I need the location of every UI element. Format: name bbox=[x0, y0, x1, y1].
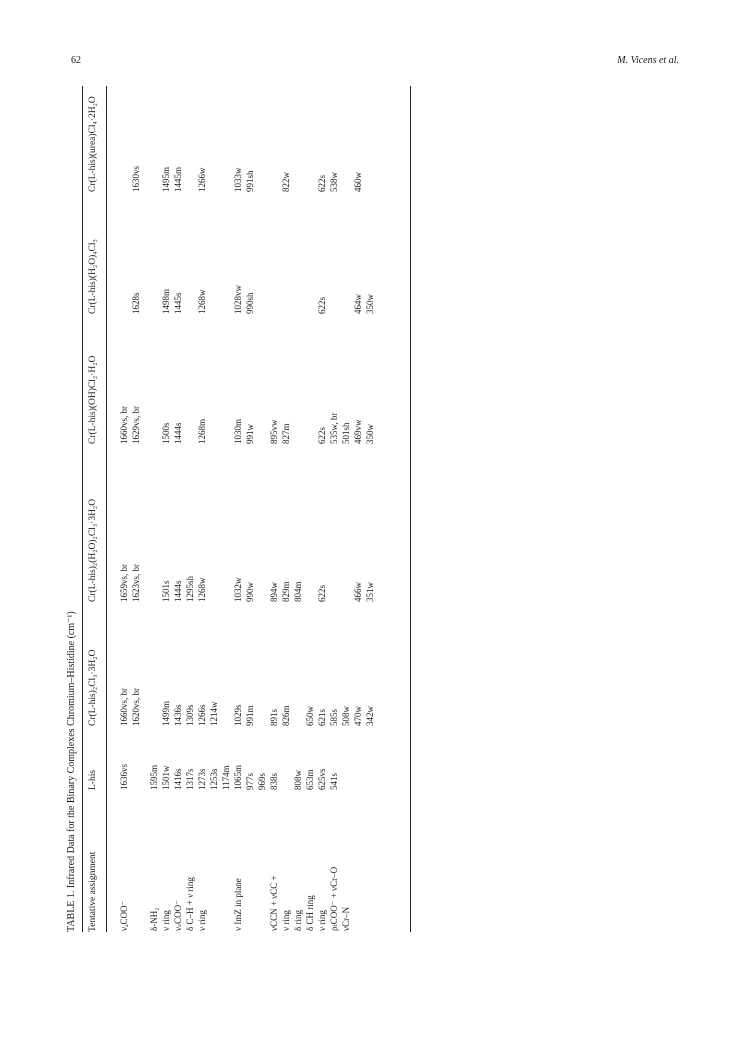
assignment-cell: ρₜCOO⁻ + νCr–O bbox=[329, 866, 339, 931]
table-top-rule bbox=[82, 86, 83, 932]
value-cell: 1499m bbox=[161, 700, 171, 726]
value-cell: 1659vs, br bbox=[119, 564, 129, 602]
value-cell: 990sh bbox=[245, 292, 255, 314]
value-cell: 1295sh bbox=[185, 575, 195, 602]
value-cell: 822w bbox=[281, 172, 291, 192]
value-cell: 1436s bbox=[173, 704, 183, 726]
value-cell: 622s bbox=[317, 426, 327, 444]
value-cell: 1444s bbox=[173, 422, 183, 444]
value-cell: 1636vs bbox=[119, 763, 129, 790]
table-header-rule bbox=[106, 86, 107, 932]
value-cell: 1268w bbox=[197, 289, 207, 314]
assignment-cell: δ-NH₂ bbox=[149, 907, 159, 931]
value-cell: 1033w bbox=[233, 167, 243, 192]
page-number: 62 bbox=[71, 55, 81, 66]
value-cell: 1660vs, br bbox=[119, 688, 129, 726]
value-cell: 1253s bbox=[209, 768, 219, 790]
value-cell: 1214w bbox=[209, 701, 219, 726]
value-cell: 804m bbox=[293, 581, 303, 602]
value-cell: 1595m bbox=[149, 764, 159, 790]
value-cell: 351w bbox=[365, 582, 375, 602]
value-cell: 1266w bbox=[197, 167, 207, 192]
value-cell: 538w bbox=[329, 172, 339, 192]
assignment-cell: νCr–N bbox=[341, 906, 351, 931]
value-cell: 1032w bbox=[233, 577, 243, 602]
value-cell: 1174m bbox=[221, 765, 231, 790]
value-cell: 1660vs, br bbox=[119, 406, 129, 444]
value-cell: 1317s bbox=[185, 768, 195, 790]
value-cell: 342w bbox=[365, 706, 375, 726]
value-cell: 622s bbox=[317, 174, 327, 192]
assignment-cell: ν ring bbox=[281, 910, 291, 931]
header-col-3: Cr(L-his)₂(H₂O)₂Cl₃·3H₂O bbox=[88, 498, 98, 602]
value-cell: 1445s bbox=[173, 292, 183, 314]
assignment-cell: νCCN + νCC + bbox=[269, 875, 279, 931]
value-cell: 894w bbox=[269, 582, 279, 602]
value-cell: 1445m bbox=[173, 166, 183, 192]
value-cell: 622s bbox=[317, 296, 327, 314]
header-col-6: Cr(L-his)(urea)Cl₄·2H₂O bbox=[88, 96, 98, 192]
assignment-cell: νₐCOO⁻ bbox=[119, 900, 129, 931]
value-cell: 1629vs, br bbox=[131, 406, 141, 444]
value-cell: 585s bbox=[329, 708, 339, 726]
value-cell: 1620vs, br bbox=[131, 688, 141, 726]
value-cell: 991w bbox=[245, 424, 255, 444]
value-cell: 1273s bbox=[197, 768, 207, 790]
value-cell: 1065m bbox=[233, 764, 243, 790]
header-assignment: Tentative assignment bbox=[88, 851, 98, 932]
value-cell: 350w bbox=[365, 294, 375, 314]
value-cell: 1628s bbox=[131, 292, 141, 314]
assignment-cell: δ C–H + ν ring bbox=[185, 877, 195, 931]
value-cell: 829m bbox=[281, 581, 291, 602]
value-cell: 1623vs, br bbox=[131, 564, 141, 602]
value-cell: 891s bbox=[269, 708, 279, 726]
rotated-table bbox=[66, 86, 416, 932]
assignment-cell: δ CH ring bbox=[305, 895, 315, 931]
value-cell: 977s bbox=[245, 772, 255, 790]
value-cell: 464w bbox=[353, 294, 363, 314]
value-cell: 991m bbox=[245, 705, 255, 726]
value-cell: 969s bbox=[257, 772, 267, 790]
value-cell: 501sh bbox=[341, 422, 351, 444]
value-cell: 460w bbox=[353, 172, 363, 192]
value-cell: 1630vs bbox=[131, 165, 141, 192]
value-cell: 1501s bbox=[161, 580, 171, 602]
assignment-cell: ν ring bbox=[197, 910, 207, 931]
value-cell: 1030m bbox=[233, 418, 243, 444]
value-cell: 895vw bbox=[269, 419, 279, 444]
value-cell: 653m bbox=[305, 769, 315, 790]
value-cell: 350w bbox=[365, 424, 375, 444]
header-col-2: Cr(L-his)₂Cl₃·3H₂O bbox=[88, 649, 98, 726]
value-cell: 990w bbox=[245, 582, 255, 602]
value-cell: 838s bbox=[269, 772, 279, 790]
value-cell: 1444s bbox=[173, 580, 183, 602]
value-cell: 1268w bbox=[197, 577, 207, 602]
assignment-cell: ν ring bbox=[317, 910, 327, 931]
value-cell: 541s bbox=[329, 772, 339, 790]
value-cell: 827m bbox=[281, 423, 291, 444]
assignment-cell: ν ring bbox=[161, 910, 171, 931]
value-cell: 1416s bbox=[173, 768, 183, 790]
value-cell: 1268m bbox=[197, 418, 207, 444]
value-cell: 1498m bbox=[161, 288, 171, 314]
header-col-5: Cr(L-his)(H₂O)₄Cl₃ bbox=[88, 239, 98, 314]
value-cell: 1028vw bbox=[233, 285, 243, 314]
value-cell: 1266s bbox=[197, 704, 207, 726]
table-caption: TABLE 1. Infrared Data for the Binary Complexes Chromium–Histidine (cm⁻¹) bbox=[66, 611, 77, 932]
value-cell: 1501w bbox=[161, 765, 171, 790]
value-cell: 1495m bbox=[161, 166, 171, 192]
value-cell: 808w bbox=[293, 770, 303, 790]
value-cell: 1029s bbox=[233, 704, 243, 726]
assignment-cell: νₛCOO⁻ bbox=[173, 900, 183, 931]
header-col-4: Cr(L-his)(OH)Cl₂·H₂O bbox=[88, 355, 98, 444]
assignment-cell: ν ImZ in plane bbox=[233, 878, 243, 931]
value-cell: 826m bbox=[281, 705, 291, 726]
value-cell: 1500s bbox=[161, 422, 171, 444]
value-cell: 1309s bbox=[185, 704, 195, 726]
value-cell: 621s bbox=[317, 708, 327, 726]
value-cell: 508w bbox=[341, 706, 351, 726]
value-cell: 625vs bbox=[317, 768, 327, 790]
value-cell: 466w bbox=[353, 582, 363, 602]
value-cell: 991sh bbox=[245, 170, 255, 192]
running-head: M. Vicens et al. bbox=[617, 55, 679, 66]
value-cell: 622s bbox=[317, 584, 327, 602]
value-cell: 650w bbox=[305, 706, 315, 726]
assignment-cell: δ ring bbox=[293, 910, 303, 931]
table-bottom-rule bbox=[410, 86, 411, 932]
value-cell: 535w, br bbox=[329, 412, 339, 444]
header-l-his: L-his bbox=[88, 769, 98, 790]
value-cell: 469vw bbox=[353, 419, 363, 444]
value-cell: 470w bbox=[353, 706, 363, 726]
